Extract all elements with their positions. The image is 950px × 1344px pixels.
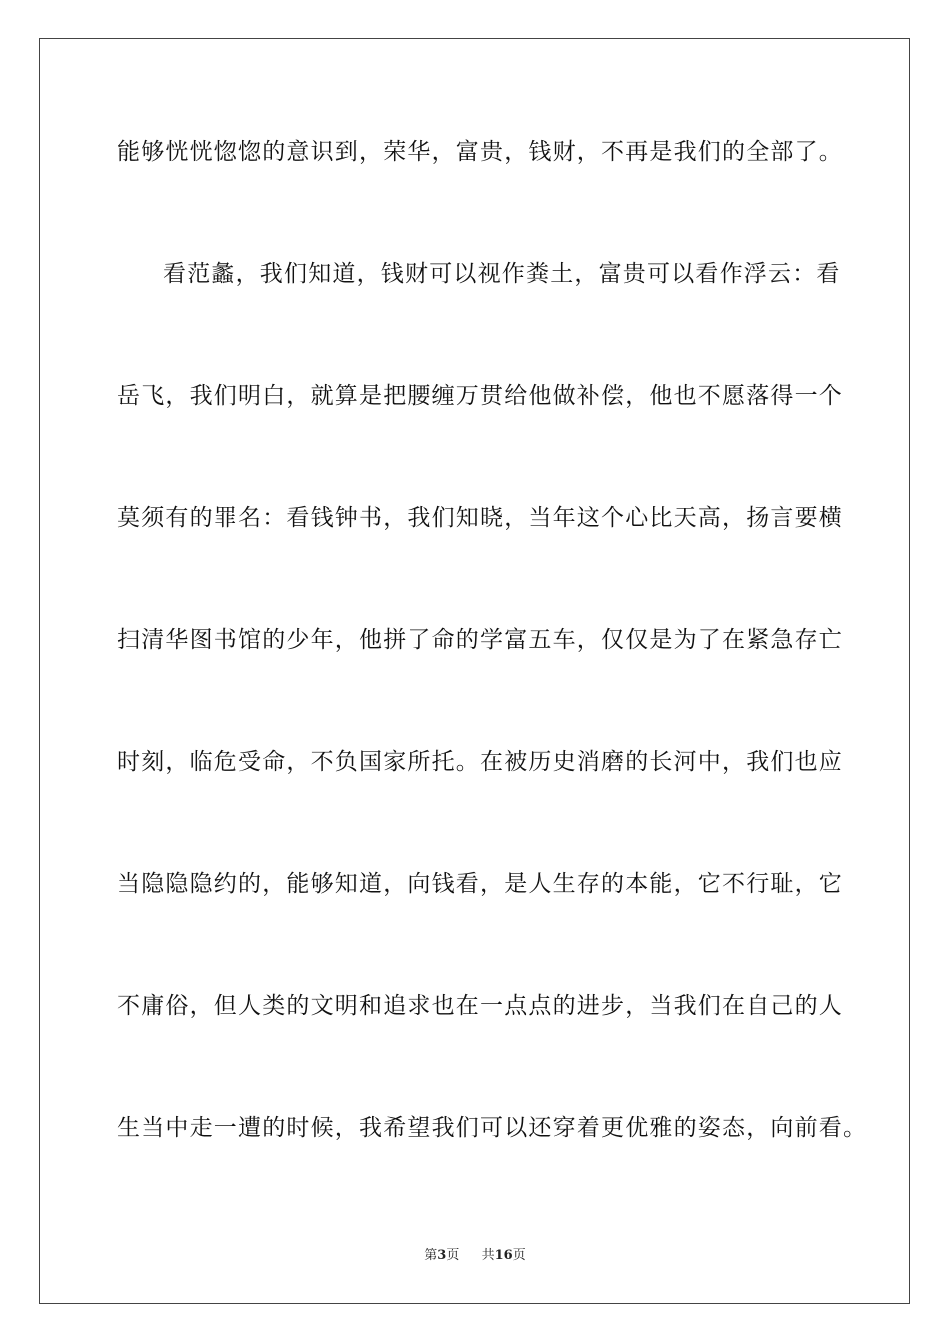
body-text-line-5: 扫清华图书馆的少年，他拼了命的学富五车，仅仅是为了在紧急存亡 [117, 627, 843, 653]
body-text-line-6: 时刻，临危受命，不负国家所托。在被历史消磨的长河中，我们也应 [117, 749, 843, 775]
body-text-line-9: 生当中走一遭的时候，我希望我们可以还穿着更优雅的姿态，向前看。 [117, 1115, 868, 1141]
total-pages: 16 [494, 1248, 513, 1263]
page-number: 3 [437, 1248, 447, 1263]
body-text-line-7: 当隐隐隐约的，能够知道，向钱看，是人生存的本能，它不行耻，它 [117, 871, 843, 897]
page-label-suffix: 页 [446, 1248, 460, 1263]
body-text-line-3: 岳飞，我们明白，就算是把腰缠万贯给他做补偿，他也不愿落得一个 [117, 383, 843, 409]
page-label-prefix: 第 [424, 1248, 438, 1263]
body-text-line-1: 能够恍恍惚惚的意识到，荣华，富贵，钱财，不再是我们的全部了。 [117, 139, 843, 165]
body-text-line-4: 莫须有的罪名：看钱钟书，我们知晓，当年这个心比天高，扬言要横 [117, 505, 843, 531]
body-text-line-8: 不庸俗，但人类的文明和追求也在一点点的进步，当我们在自己的人 [117, 993, 843, 1019]
total-label-suffix: 页 [512, 1248, 526, 1263]
total-label-prefix: 共 [481, 1248, 495, 1263]
body-text-line-2: 看范蠡，我们知道，钱财可以视作粪土，富贵可以看作浮云：看 [163, 261, 841, 287]
page-footer [0, 1247, 950, 1265]
